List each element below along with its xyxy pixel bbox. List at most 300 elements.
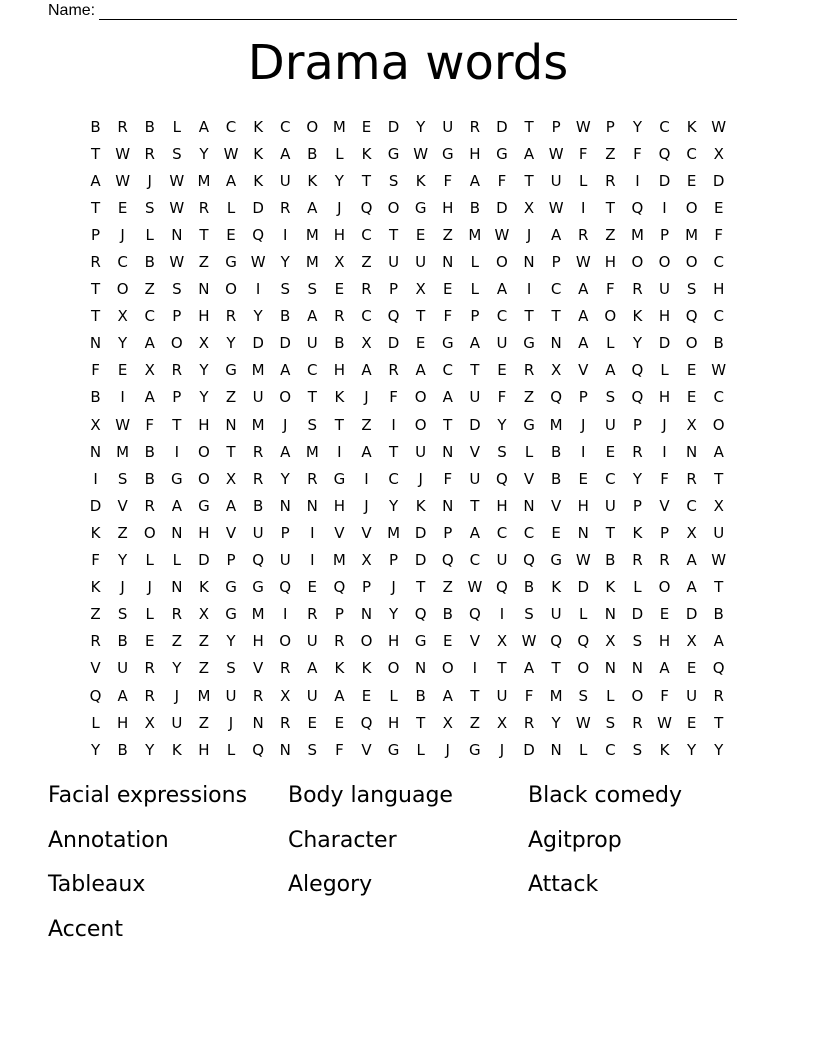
grid-letter: L (524, 442, 534, 461)
grid-letter: E (659, 605, 670, 624)
grid-letter: A (415, 361, 426, 380)
grid-letter: O (685, 334, 698, 353)
word-list-item: Agitprop (528, 827, 622, 853)
grid-row (82, 384, 733, 411)
grid-letter: P (361, 578, 371, 597)
grid-row (82, 194, 733, 221)
grid-letter: N (604, 605, 616, 624)
grid-letter: N (577, 523, 589, 542)
grid-letter: O (658, 578, 671, 597)
grid-letter: U (496, 334, 508, 353)
grid-letter: G (496, 144, 508, 163)
grid-letter: P (551, 253, 561, 272)
grid-letter: F (524, 686, 534, 705)
name-field-line (48, 0, 748, 20)
grid-letter: R (171, 605, 183, 624)
grid-letter: K (632, 307, 643, 326)
grid-letter: B (144, 442, 155, 461)
grid-letter: Q (658, 144, 671, 163)
grid-letter: O (143, 523, 156, 542)
grid-letter: K (361, 144, 372, 163)
grid-letter: N (198, 280, 210, 299)
grid-letter: Q (631, 361, 644, 380)
grid-letter: D (496, 117, 508, 136)
grid-letter: N (604, 659, 616, 678)
grid-letter: V (361, 523, 372, 542)
grid-letter: N (442, 253, 454, 272)
grid-letter: B (90, 117, 101, 136)
grid-letter: T (90, 144, 101, 163)
grid-letter: Q (387, 307, 400, 326)
grid-letter: E (307, 713, 318, 732)
grid-letter: X (713, 144, 724, 163)
grid-letter: H (198, 740, 210, 759)
grid-letter: U (442, 117, 454, 136)
grid-letter: O (414, 388, 427, 407)
grid-letter: J (418, 469, 423, 488)
grid-letter: D (685, 605, 698, 624)
grid-letter: H (252, 632, 264, 651)
grid-letter: R (90, 632, 101, 651)
grid-letter: M (305, 253, 319, 272)
grid-letter: W (250, 253, 266, 272)
grid-letter: R (686, 469, 697, 488)
grid-letter: E (415, 225, 426, 244)
grid-letter: O (496, 253, 508, 272)
grid-letter: K (361, 659, 372, 678)
grid-letter: J (499, 740, 505, 759)
grid-letter: H (333, 225, 346, 244)
grid-letter: X (713, 496, 724, 515)
grid-letter: J (391, 578, 396, 597)
grid-letter: P (470, 307, 480, 326)
grid-letter: J (120, 578, 125, 597)
grid-row (82, 601, 733, 628)
grid-letter: N (523, 496, 535, 515)
grid-letter: B (442, 605, 453, 624)
grid-letter: X (334, 253, 345, 272)
grid-letter: G (523, 334, 535, 353)
grid-letter: L (172, 117, 181, 136)
grid-letter: F (335, 740, 344, 759)
grid-letter: U (306, 334, 318, 353)
grid-letter: O (712, 415, 725, 434)
grid-letter: G (441, 144, 454, 163)
grid-letter: Q (550, 632, 563, 651)
grid-letter: X (361, 334, 372, 353)
grid-letter: V (252, 659, 264, 678)
grid-letter: L (91, 713, 100, 732)
grid-letter: H (496, 496, 508, 515)
grid-letter: X (523, 198, 535, 217)
grid-letter: A (198, 117, 210, 136)
grid-letter: U (225, 686, 237, 705)
grid-letter: O (387, 659, 400, 678)
grid-letter: F (497, 171, 507, 190)
grid-letter: W (575, 253, 591, 272)
grid-letter: F (497, 388, 507, 407)
grid-letter: C (307, 361, 318, 380)
grid-letter: C (388, 469, 399, 488)
grid-letter: Z (198, 253, 210, 272)
grid-letter: R (361, 280, 372, 299)
grid-letter: U (279, 551, 291, 570)
grid-letter: T (524, 307, 534, 326)
grid-letter: U (306, 632, 318, 651)
grid-letter: S (524, 605, 534, 624)
grid-letter: L (633, 578, 642, 597)
grid-letter: A (361, 361, 372, 380)
grid-letter: Q (523, 551, 535, 570)
grid-letter: S (307, 415, 318, 434)
grid-letter: F (714, 225, 724, 244)
grid-letter: X (496, 713, 508, 732)
grid-letter: J (445, 740, 450, 759)
grid-letter: Q (496, 578, 508, 597)
grid-row (82, 655, 733, 682)
grid-letter: J (364, 388, 369, 407)
grid-letter: N (306, 496, 318, 515)
grid-letter: C (550, 280, 562, 299)
grid-letter: E (361, 686, 372, 705)
grid-letter: X (144, 713, 155, 732)
grid-letter: S (280, 280, 290, 299)
grid-letter: C (496, 523, 508, 542)
grid-letter: H (577, 496, 589, 515)
grid-letter: S (632, 740, 643, 759)
grid-letter: D (414, 523, 427, 542)
grid-letter: M (116, 442, 130, 461)
grid-letter: Y (253, 307, 263, 326)
grid-letter: H (333, 496, 346, 515)
grid-letter: B (252, 496, 264, 515)
grid-letter: L (172, 551, 181, 570)
grid-letter: I (581, 198, 586, 217)
grid-letter: A (225, 496, 237, 515)
grid-letter: T (497, 659, 507, 678)
grid-letter: Q (333, 578, 346, 597)
grid-letter: W (467, 578, 483, 597)
grid-letter: L (470, 253, 480, 272)
grid-letter: B (415, 686, 426, 705)
grid-letter: Z (605, 225, 616, 244)
grid-letter: T (172, 415, 182, 434)
grid-letter: O (604, 307, 617, 326)
grid-letter: X (90, 415, 101, 434)
grid-letter: L (606, 334, 615, 353)
grid-letter: V (469, 632, 480, 651)
grid-letter: T (443, 415, 453, 434)
grid-letter: Y (90, 740, 101, 759)
grid-letter: R (144, 144, 155, 163)
grid-letter: A (171, 496, 182, 515)
grid-letter: W (657, 713, 672, 732)
grid-letter: F (660, 469, 669, 488)
grid-letter: I (174, 442, 180, 461)
grid-letter: X (198, 334, 210, 353)
grid-letter: R (90, 253, 101, 272)
grid-letter: P (659, 523, 670, 542)
grid-letter: T (714, 469, 724, 488)
grid-letter: Y (632, 334, 642, 353)
name-blank-underline (99, 5, 737, 20)
grid-letter: N (89, 442, 102, 461)
grid-letter: O (116, 280, 129, 299)
grid-letter: K (334, 388, 345, 407)
grid-letter: E (117, 198, 128, 217)
grid-letter: A (551, 225, 562, 244)
grid-letter: M (468, 225, 482, 244)
grid-letter: U (415, 442, 427, 461)
grid-letter: U (415, 253, 427, 272)
grid-letter: J (662, 415, 667, 434)
grid-letter: C (117, 253, 128, 272)
grid-letter: Q (252, 551, 265, 570)
grid-letter: W (711, 551, 727, 570)
grid-letter: K (199, 578, 209, 597)
grid-letter: Q (360, 713, 373, 732)
grid-letter: Y (714, 740, 724, 759)
grid-letter: O (414, 415, 427, 434)
grid-letter: G (225, 605, 237, 624)
grid-letter: V (523, 469, 535, 488)
grid-letter: H (387, 632, 400, 651)
grid-letter: U (604, 415, 616, 434)
grid-letter: U (550, 605, 562, 624)
grid-letter: Y (199, 361, 209, 380)
grid-letter: S (605, 388, 616, 407)
grid-letter: W (169, 253, 185, 272)
grid-letter: K (253, 144, 264, 163)
grid-letter: L (226, 740, 236, 759)
grid-letter: K (659, 740, 670, 759)
grid-letter: V (90, 659, 101, 678)
grid-letter: E (226, 225, 236, 244)
grid-letter: R (198, 198, 210, 217)
grid-letter: T (605, 198, 615, 217)
grid-letter: S (686, 280, 697, 299)
grid-letter: Q (252, 740, 265, 759)
grid-letter: L (145, 225, 154, 244)
grid-letter: N (252, 713, 264, 732)
grid-letter: A (90, 171, 101, 190)
grid-letter: Z (361, 415, 372, 434)
grid-letter: Q (441, 551, 454, 570)
grid-letter: T (714, 578, 724, 597)
grid-letter: B (469, 198, 480, 217)
grid-letter: W (548, 144, 564, 163)
grid-letter: T (470, 686, 480, 705)
grid-letter: Q (685, 307, 698, 326)
grid-letter: A (280, 144, 291, 163)
grid-letter: G (387, 740, 400, 759)
grid-letter: R (144, 496, 155, 515)
grid-letter: L (389, 686, 398, 705)
grid-letter: P (632, 415, 642, 434)
grid-letter: B (334, 334, 345, 353)
grid-letter: V (225, 523, 237, 542)
grid-letter: N (442, 496, 454, 515)
grid-letter: I (635, 171, 640, 190)
grid-letter: F (145, 415, 155, 434)
grid-letter: B (144, 253, 155, 272)
grid-letter: S (578, 686, 588, 705)
grid-letter: T (470, 496, 480, 515)
grid-letter: X (686, 632, 697, 651)
grid-letter: C (713, 307, 724, 326)
grid-letter: B (280, 307, 291, 326)
grid-row (82, 547, 733, 574)
page-title: Drama words (247, 35, 569, 91)
grid-letter: Q (631, 198, 644, 217)
grid-letter: I (282, 225, 288, 244)
grid-row (82, 519, 733, 546)
grid-letter: V (469, 442, 480, 461)
grid-letter: I (310, 523, 315, 542)
grid-letter: O (685, 253, 698, 272)
grid-letter: H (333, 361, 346, 380)
grid-letter: U (117, 659, 129, 678)
grid-letter: I (391, 415, 396, 434)
grid-letter: W (115, 144, 131, 163)
grid-letter: E (686, 361, 697, 380)
grid-letter: S (172, 144, 182, 163)
grid-letter: I (581, 442, 586, 461)
grid-letter: P (91, 225, 101, 244)
grid-letter: H (198, 307, 210, 326)
grid-letter: K (605, 578, 616, 597)
grid-letter: T (334, 415, 344, 434)
grid-letter: X (415, 280, 426, 299)
grid-letter: D (387, 334, 400, 353)
grid-letter: E (415, 334, 426, 353)
grid-letter: A (442, 388, 453, 407)
grid-letter: Y (118, 551, 128, 570)
grid-letter: S (172, 280, 182, 299)
grid-letter: R (171, 361, 183, 380)
grid-letter: R (523, 713, 535, 732)
grid-letter: M (549, 686, 563, 705)
grid-letter: K (90, 523, 101, 542)
grid-letter: S (388, 171, 399, 190)
grid-letter: N (631, 659, 644, 678)
grid-letter: K (253, 171, 264, 190)
grid-letter: F (633, 144, 642, 163)
grid-letter: L (660, 361, 669, 380)
grid-letter: A (578, 280, 589, 299)
grid-letter: A (578, 307, 589, 326)
grid-letter: T (226, 442, 236, 461)
grid-letter: U (659, 280, 670, 299)
grid-letter: Q (468, 605, 481, 624)
grid-letter: A (144, 388, 155, 407)
grid-letter: K (90, 578, 101, 597)
grid-letter: R (252, 469, 264, 488)
grid-row (82, 492, 733, 519)
grid-letter: Q (414, 605, 427, 624)
grid-letter: T (199, 225, 209, 244)
grid-letter: E (334, 713, 345, 732)
grid-letter: A (442, 686, 453, 705)
grid-letter: H (604, 253, 616, 272)
grid-letter: S (605, 713, 616, 732)
grid-letter: Z (117, 523, 128, 542)
grid-letter: G (523, 415, 535, 434)
grid-letter: T (388, 225, 399, 244)
grid-letter: L (579, 740, 588, 759)
word-list-item: Annotation (48, 827, 169, 853)
grid-letter: Y (199, 388, 209, 407)
grid-letter: V (361, 740, 372, 759)
grid-letter: K (334, 659, 345, 678)
grid-letter: Q (631, 388, 644, 407)
grid-letter: Q (252, 225, 265, 244)
grid-letter: N (685, 442, 698, 461)
grid-letter: F (389, 388, 398, 407)
grid-letter: D (469, 415, 481, 434)
grid-letter: V (117, 496, 128, 515)
grid-letter: S (117, 605, 128, 624)
grid-letter: N (279, 496, 291, 515)
grid-letter: A (117, 686, 128, 705)
grid-letter: P (280, 523, 290, 542)
grid-letter: E (443, 632, 453, 651)
grid-row (82, 140, 733, 167)
grid-letter: E (361, 117, 372, 136)
grid-letter: P (632, 496, 642, 515)
grid-letter: J (337, 198, 342, 217)
word-search-grid (82, 113, 733, 763)
grid-letter: X (117, 307, 128, 326)
grid-letter: R (523, 361, 535, 380)
grid-letter: X (361, 551, 372, 570)
grid-letter: M (251, 605, 265, 624)
grid-row (82, 736, 733, 763)
grid-letter: E (713, 198, 724, 217)
grid-letter: B (117, 740, 128, 759)
grid-letter: E (605, 442, 616, 461)
grid-letter: N (279, 740, 291, 759)
grid-letter: L (416, 740, 425, 759)
word-list-item: Facial expressions (48, 783, 248, 808)
grid-letter: D (252, 198, 264, 217)
grid-letter: N (171, 578, 183, 597)
grid-letter: Y (632, 469, 642, 488)
grid-letter: W (548, 198, 564, 217)
grid-letter: W (711, 361, 727, 380)
grid-letter: U (496, 686, 508, 705)
grid-letter: R (334, 307, 345, 326)
grid-letter: J (228, 713, 234, 732)
grid-letter: P (551, 117, 561, 136)
grid-letter: V (334, 523, 345, 542)
grid-letter: Q (496, 469, 508, 488)
grid-letter: O (170, 334, 183, 353)
grid-letter: Y (551, 713, 561, 732)
grid-letter: A (713, 442, 724, 461)
grid-letter: G (469, 740, 481, 759)
grid-letter: E (443, 280, 453, 299)
grid-letter: R (252, 442, 264, 461)
grid-letter: P (226, 551, 236, 570)
grid-letter: A (659, 659, 670, 678)
grid-letter: R (632, 442, 643, 461)
grid-letter: D (252, 334, 264, 353)
grid-letter: V (659, 496, 670, 515)
grid-letter: W (575, 713, 591, 732)
grid-letter: R (605, 171, 616, 190)
grid-letter: G (550, 551, 562, 570)
